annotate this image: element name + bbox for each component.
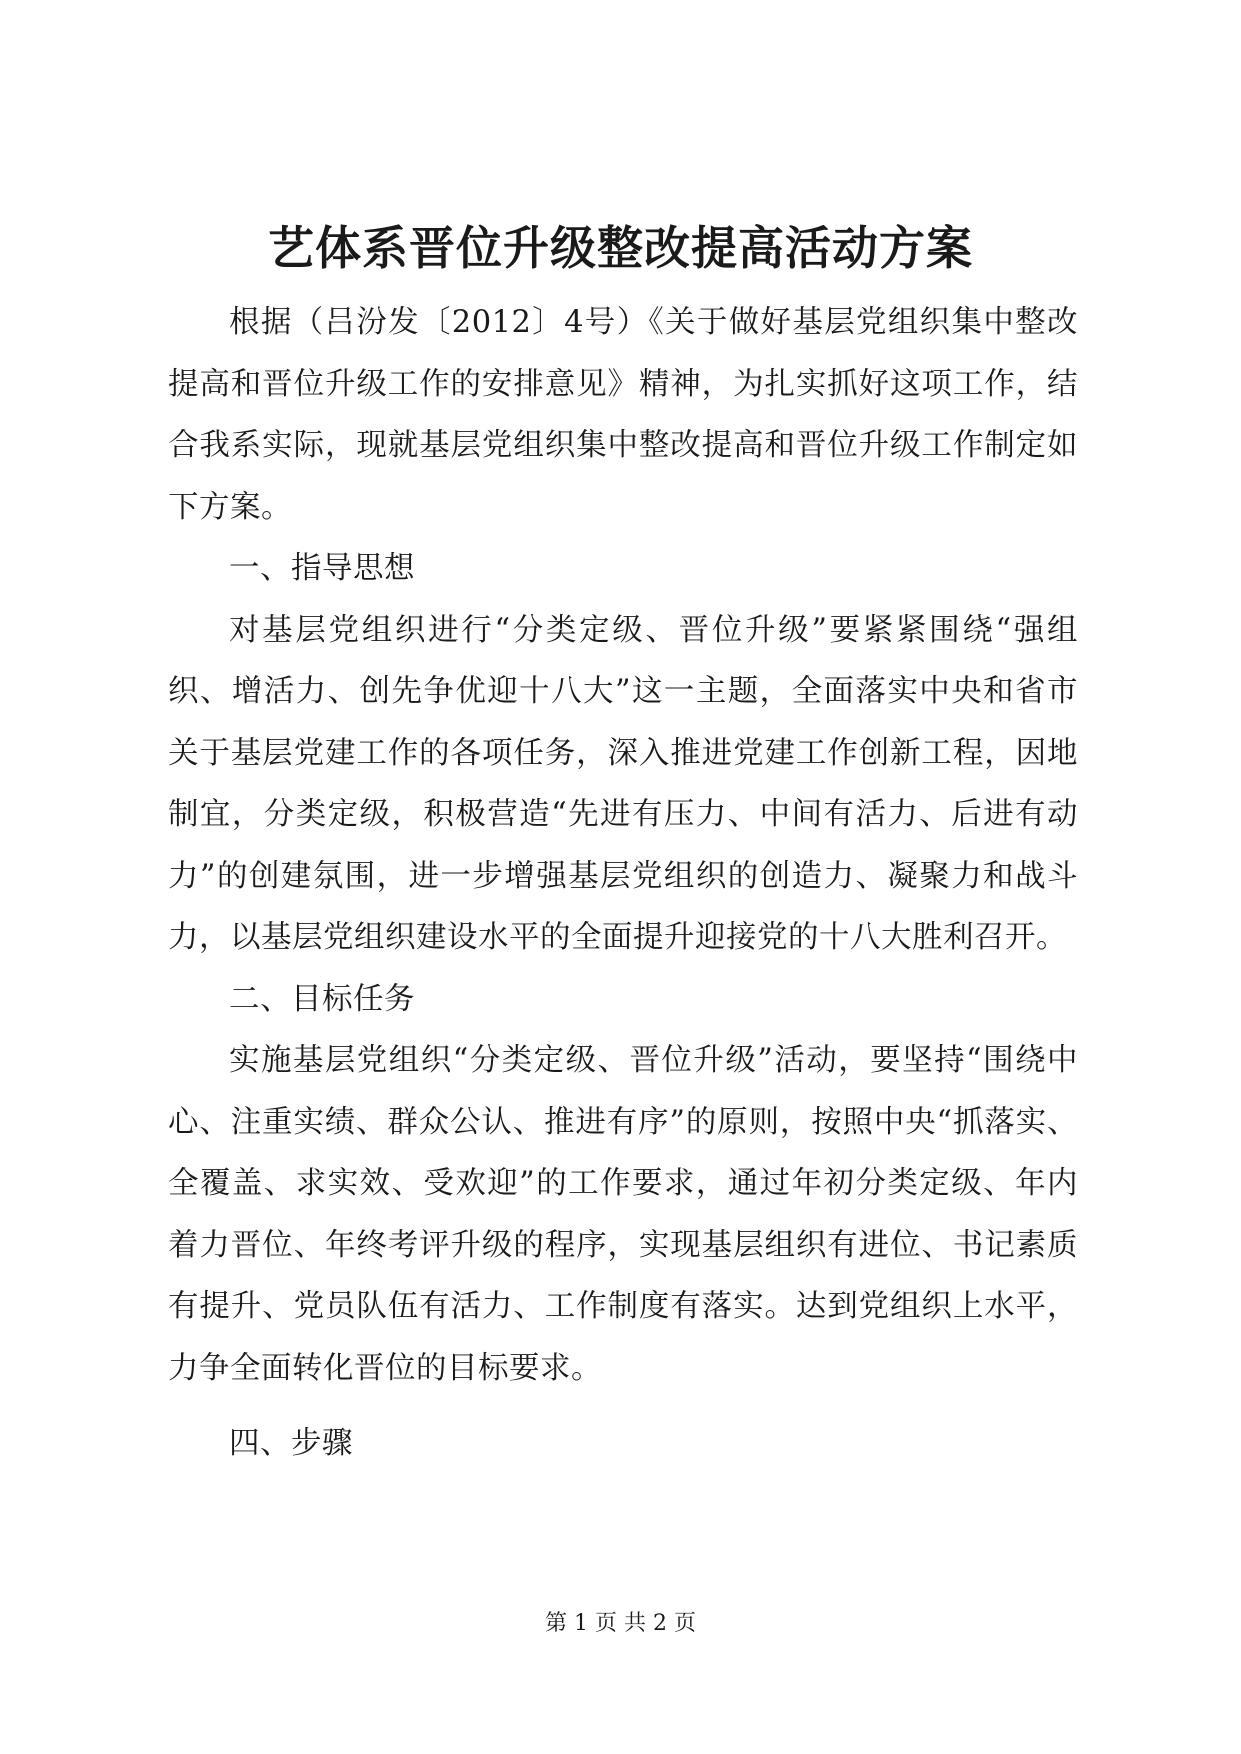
document-title: 艺体系晋位升级整改提高活动方案 xyxy=(268,221,973,275)
goals-tasks-paragraph: 实施基层党组织“分类定级、晋位升级”活动，要坚持“围绕中心、注重实绩、群众公认、推进有序”的原则，按照中央“抓落实、全覆盖、求实效、受欢迎”的工作要求，通过年初分类定级、年内着力晋位、年终考评升级的程序，实现基层组织有进位、书记素质有提升、党员队伍有活力、工作制度有落实。达到党组织上水平，力争全面转化晋位的目标要求。 xyxy=(168,1043,1078,1386)
intro-paragraph: 根据（吕汾发〔2012〕4号）《关于做好基层党组织集中整改提高和晋位升级工作的安排意见》精神，为扎实抓好这项工作，结合我系实际，现就基层党组织集中整改提高和晋位升级工作制定如下方案。 xyxy=(168,305,1078,525)
guiding-ideology-paragraph: 对基层党组织进行“分类定级、晋位升级”要紧紧围绕“强组织、增活力、创先争优迎十八大”这一主题，全面落实中央和省市关于基层党建工作的各项任务，深入推进党建工作创新工程，因地制宜，分类定级，积极营造“先进有压力、中间有活力、后进有动力”的创建氛围，进一步增强基层党组织的创造力、凝聚力和战斗力，以基层党组织建设水平的全面提升迎接党的十八大胜利召开。 xyxy=(168,612,1078,955)
section-heading-goals-tasks: 二、目标任务 xyxy=(229,981,415,1017)
section-heading-steps: 四、步骤 xyxy=(229,1426,353,1461)
document-body xyxy=(168,292,1078,1475)
page-number-footer: 第 1 页 共 2 页 xyxy=(545,1611,696,1636)
section-heading-guiding-ideology: 一、指导思想 xyxy=(229,551,415,586)
